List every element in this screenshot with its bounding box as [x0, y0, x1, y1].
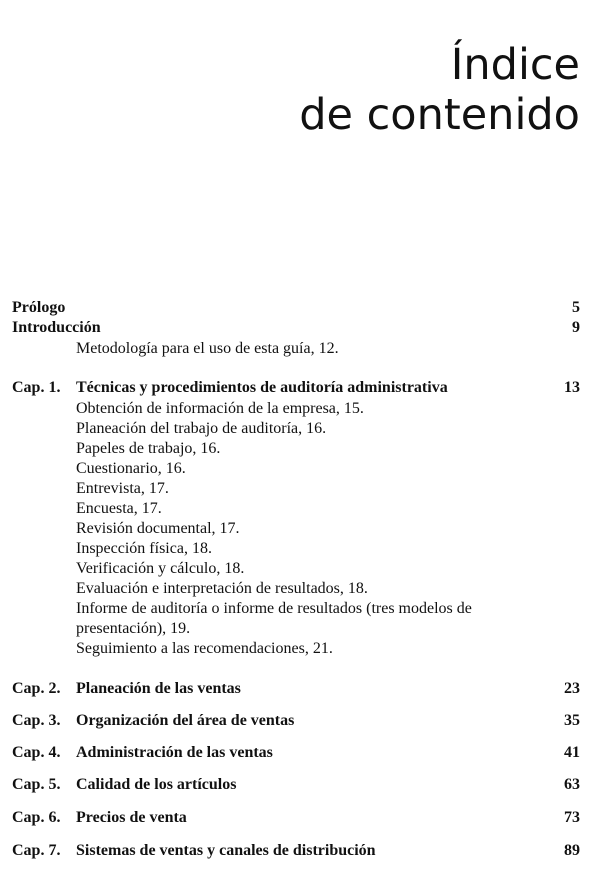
- toc-entry-page: 41: [564, 744, 580, 761]
- toc-entry-page: 13: [564, 379, 580, 396]
- toc-subentry: Evaluación e interpretación de resultados, 18.: [76, 580, 368, 597]
- toc-subentry: Planeación del trabajo de auditoría, 16.: [76, 420, 327, 437]
- toc-entry-page: 23: [564, 680, 580, 697]
- toc-entry-title: Administración de las ventas: [76, 744, 273, 761]
- toc-subentry: Encuesta, 17.: [76, 500, 162, 517]
- toc-subentry: Inspección física, 18.: [76, 540, 212, 557]
- toc-chapter-label: Cap. 5.: [12, 776, 61, 793]
- toc-subentry: Obtención de información de la empresa, 15.: [76, 400, 364, 417]
- toc-subentry: Verificación y cálculo, 18.: [76, 560, 245, 577]
- toc-entry-page: 9: [572, 319, 580, 336]
- toc-entry-title: Prólogo: [12, 299, 66, 316]
- toc-subentry: presentación), 19.: [76, 620, 191, 637]
- toc-entry-title: Precios de venta: [76, 809, 187, 826]
- toc-chapter-label: Cap. 3.: [12, 712, 61, 729]
- toc-subentry: Entrevista, 17.: [76, 480, 169, 497]
- toc-entry-page: 89: [564, 842, 580, 859]
- toc-entry-page: 5: [572, 299, 580, 316]
- toc-subentry: Metodología para el uso de esta guía, 12.: [76, 340, 339, 357]
- toc-subentry: Revisión documental, 17.: [76, 520, 240, 537]
- toc-entry-title: Organización del área de ventas: [76, 712, 295, 729]
- page-title-line-2: de contenido: [299, 90, 580, 140]
- toc-chapter-label: Cap. 7.: [12, 842, 61, 859]
- page-title-line-1: Índice: [450, 40, 580, 90]
- toc-subentry: Cuestionario, 16.: [76, 460, 186, 477]
- toc-entry-title: Calidad de los artículos: [76, 776, 237, 793]
- toc-entry-title: Planeación de las ventas: [76, 680, 241, 697]
- toc-chapter-label: Cap. 2.: [12, 680, 61, 697]
- page-title: [299, 40, 580, 140]
- toc-entry-title: Sistemas de ventas y canales de distribución: [76, 842, 376, 859]
- toc-entry-page: 63: [564, 776, 580, 793]
- toc-entry-title: Técnicas y procedimientos de auditoría administrativa: [76, 379, 448, 396]
- toc-entry-page: 35: [564, 712, 580, 729]
- toc-subentry: Seguimiento a las recomendaciones, 21.: [76, 640, 333, 657]
- toc-chapter-label: Cap. 1.: [12, 379, 61, 396]
- toc-subentry: Informe de auditoría o informe de resultados (tres modelos de: [76, 600, 472, 617]
- toc-entry-title: Introducción: [12, 319, 101, 336]
- toc-subentry: Papeles de trabajo, 16.: [76, 440, 221, 457]
- toc-chapter-label: Cap. 4.: [12, 744, 61, 761]
- toc-entry-page: 73: [564, 809, 580, 826]
- toc-chapter-label: Cap. 6.: [12, 809, 61, 826]
